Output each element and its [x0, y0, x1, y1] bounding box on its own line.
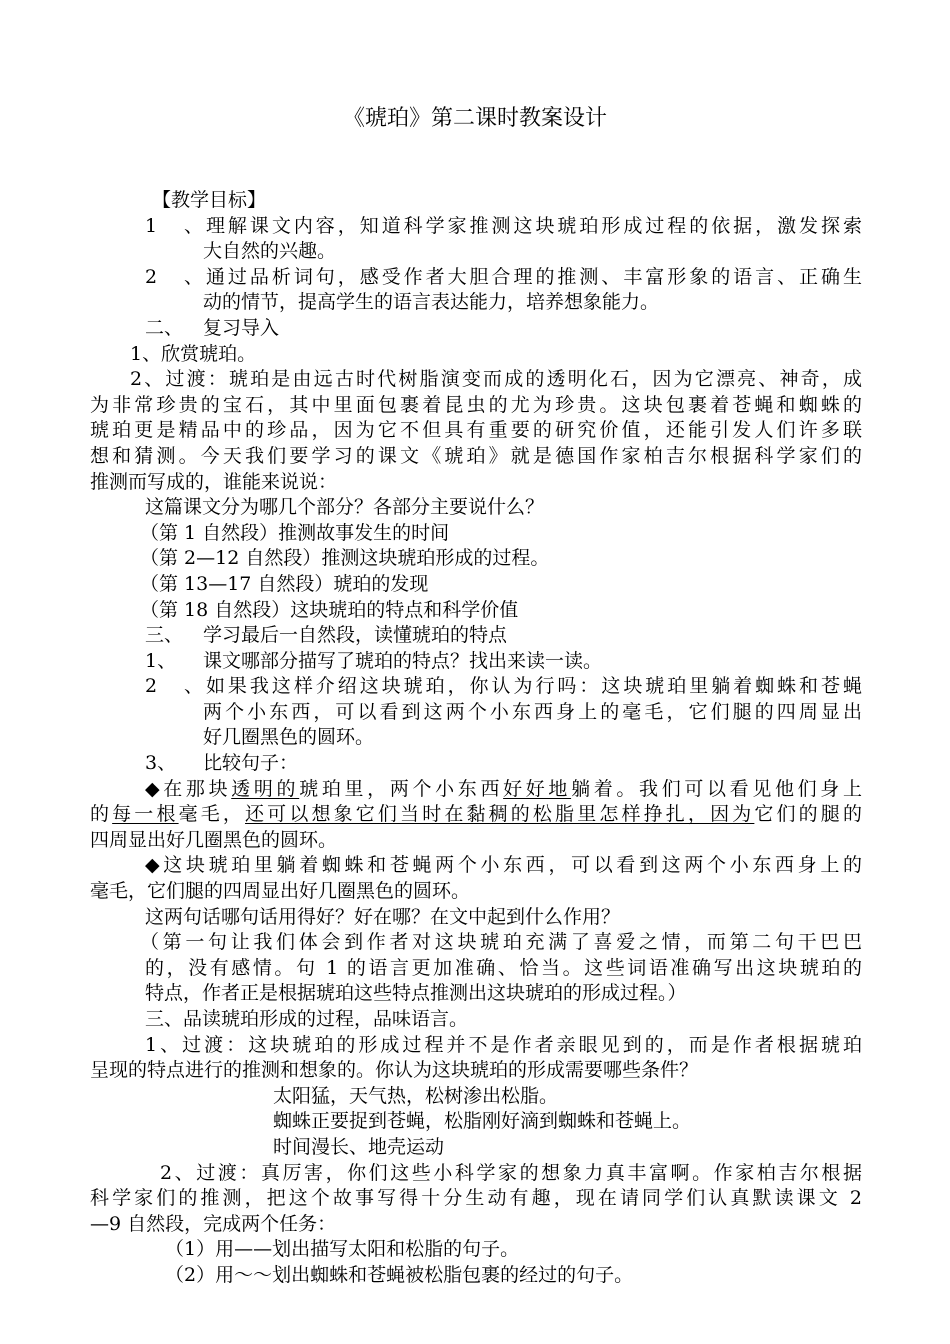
text-line [90, 572, 862, 598]
line-text: 复习导入 [203, 316, 280, 339]
text-line [90, 777, 862, 803]
line-text: （2）用～～划出蜘蛛和苍蝇被松脂包裹的经过的句子。 [165, 1263, 634, 1286]
text-segment: 的 [90, 803, 113, 826]
line-text: 时间漫长、地壳运动 [273, 1135, 445, 1158]
line-text: （第 13—17 自然段）琥珀的发现 [140, 572, 429, 595]
line-text: 的，没有感情。句 1 的语言更加准确、恰当。这些词语准确写出这块琥珀的 [145, 956, 862, 979]
text-line [90, 265, 862, 291]
line-text: （第 18 自然段）这块琥珀的特点和科学价值 [140, 598, 519, 621]
text-line [90, 1084, 862, 1110]
text-line [90, 1237, 862, 1263]
line-text: （第 2—12 自然段）推测这块琥珀形成的过程。 [140, 547, 550, 570]
text-line [90, 1033, 862, 1059]
line-text: 2、过渡：琥珀是由远古时代树脂演变而成的透明化石，因为它漂亮、神奇，成 [130, 368, 862, 391]
text-segment: ◆在那块 [145, 777, 232, 800]
document-body [90, 188, 862, 1289]
line-text: 1、过渡：这块琥珀的形成过程并不是作者亲眼见到的，而是作者根据琥珀 [145, 1033, 862, 1056]
line-text: 四周显出好几圈黑色的圆环。 [90, 828, 338, 851]
line-text: 推测而写成的，谁能来说说： [90, 470, 338, 493]
underlined-text: 每一根 [112, 803, 179, 826]
text-line [90, 1007, 862, 1033]
text-segment: 躺着。我们可以看见他们身上 [571, 777, 862, 800]
text-line [90, 649, 862, 675]
list-number: 2、 [145, 675, 203, 698]
line-text: 琥珀更是精品中的珍品，因为它不但具有重要的研究价值，还能引发人们许多联 [90, 419, 862, 442]
text-line [90, 956, 862, 982]
text-line [90, 546, 862, 572]
text-line [90, 239, 862, 265]
text-line [90, 342, 862, 368]
line-text: 太阳猛，天气热，松树渗出松脂。 [273, 1084, 559, 1107]
text-line [90, 495, 862, 521]
text-line [90, 290, 862, 316]
text-line [90, 879, 862, 905]
text-line [90, 981, 862, 1007]
text-line [90, 367, 862, 393]
line-text: （第 1 自然段）推测故事发生的时间 [140, 521, 450, 544]
line-text: （第一句让我们体会到作者对这块琥珀充满了喜爱之情，而第二句干巴巴 [140, 931, 862, 954]
text-line [90, 700, 862, 726]
line-text: 为非常珍贵的宝石，其中里面包裹着昆虫的尤为珍贵。这块包裹着苍蝇和蜘蛛的 [90, 393, 862, 416]
text-line [90, 725, 862, 751]
text-line [90, 1109, 862, 1135]
list-number: 二、 [145, 316, 184, 339]
text-line [90, 623, 862, 649]
list-number: 2、 [145, 265, 203, 288]
underlined-text: 透明的 [231, 777, 300, 800]
line-text: 动的情节，提高学生的语言表达能力，培养想象能力。 [203, 291, 660, 314]
text-line [90, 418, 862, 444]
text-line [90, 930, 862, 956]
text-line [90, 521, 862, 547]
text-line [90, 598, 862, 624]
text-line [90, 1263, 862, 1289]
text-line [90, 316, 862, 342]
document-title: 《琥珀》第二课时教案设计 [342, 106, 607, 131]
text-line [90, 802, 862, 828]
list-number: 三、 [145, 624, 184, 647]
line-text: 两个小东西，可以看到这两个小东西身上的毫毛，它们腿的四周显出 [203, 700, 862, 723]
line-text: 通过品析词句，感受作者大胆合理的推测、丰富形象的语言、正确生 [203, 265, 862, 288]
line-text: 毫毛，它们腿的四周显出好几圈黑色的圆环。 [90, 880, 471, 903]
line-text: 【教学目标】 [152, 189, 267, 211]
line-text: 好几圈黑色的圆环。 [203, 726, 375, 749]
text-line [90, 1186, 862, 1212]
line-text: 比较句子： [203, 752, 299, 775]
line-text: 学习最后一自然段，读懂琥珀的特点 [203, 624, 508, 647]
line-text: 科学家们的推测，把这个故事写得十分生动有趣，现在请同学们认真默读课文 2 [90, 1187, 862, 1210]
line-text: 这两句话哪句话用得好？好在哪？在文中起到什么作用？ [145, 905, 621, 928]
line-text: 三、品读琥珀形成的过程，品味语言。 [145, 1008, 469, 1030]
line-text: ◆这块琥珀里躺着蜘蛛和苍蝇两个小东西，可以看到这两个小东西身上的 [145, 854, 862, 877]
text-line [90, 214, 862, 240]
text-line [90, 1058, 862, 1084]
line-text: 1、欣赏琥珀。 [130, 342, 257, 365]
text-line [90, 1135, 862, 1161]
text-segment: 它们的腿的 [754, 803, 862, 826]
text-segment: 毫毛， [178, 803, 246, 826]
line-text: —9 自然段，完成两个任务： [90, 1212, 337, 1235]
text-line [90, 1161, 862, 1187]
line-text: 2、过渡：真厉害，你们这些小科学家的想象力真丰富啊。作家柏吉尔根据 [160, 1161, 862, 1184]
line-text: 这篇课文分为哪几个部分？各部分主要说什么？ [145, 496, 545, 519]
line-text: （1）用——划出描写太阳和松脂的句子。 [165, 1238, 520, 1261]
text-line [90, 393, 862, 419]
line-text: 呈现的特点进行的推测和想象的。你认为这块琥珀的形成需要哪些条件？ [90, 1059, 699, 1082]
text-line [90, 470, 862, 496]
text-line [90, 444, 862, 470]
line-text: 想和猜测。今天我们要学习的课文《琥珀》就是德国作家柏吉尔根据科学家们的 [90, 444, 862, 467]
text-line [90, 853, 862, 879]
text-line [90, 751, 862, 777]
list-number: 3、 [145, 752, 177, 775]
line-text: 如果我这样介绍这块琥珀，你认为行吗：这块琥珀里躺着蜘蛛和苍蝇 [203, 675, 862, 698]
line-text: 理解课文内容，知道科学家推测这块琥珀形成过程的依据，激发探索 [203, 214, 862, 237]
text-line [90, 905, 862, 931]
line-text: 特点，作者正是根据琥珀这些特点推测出这块琥珀的形成过程。） [145, 982, 687, 1005]
line-text: 大自然的兴趣。 [203, 240, 337, 263]
text-line [90, 674, 862, 700]
line-text: 蜘蛛正要捉到苍蝇，松脂刚好滴到蜘蛛和苍蝇上。 [273, 1110, 692, 1133]
text-line [90, 188, 862, 214]
list-number: 1、 [145, 214, 203, 237]
text-line [90, 1212, 862, 1238]
text-line [90, 828, 862, 854]
text-segment: 琥珀里，两个小东西 [299, 777, 504, 800]
list-number: 1、 [145, 649, 177, 672]
line-text: 课文哪部分描写了琥珀的特点？找出来读一读。 [203, 649, 603, 672]
underlined-text: 还可以想象它们当时在黏稠的松脂里怎样挣扎，因为 [245, 803, 755, 826]
underlined-text: 好好地 [503, 777, 572, 800]
